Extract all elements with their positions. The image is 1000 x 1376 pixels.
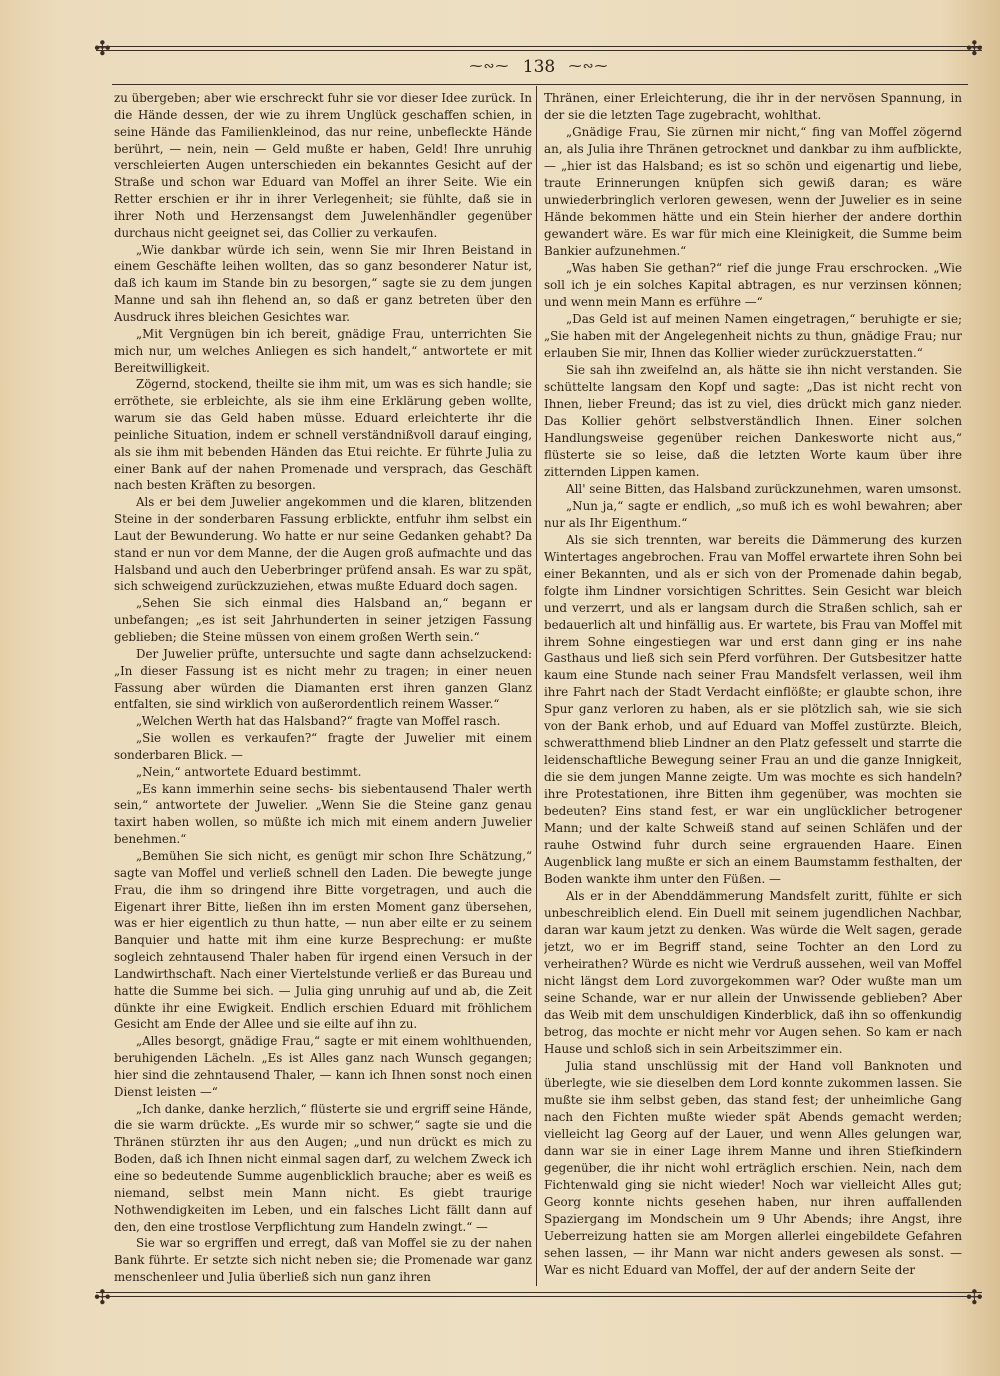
paragraph: „Sehen Sie sich einmal dies Halsband an,“ begann er unbefangen; „es ist seit Jahrhunderten in seiner jetzigen Fassung geblieben; die Steine müssen von einem großen Werth sein.“	[114, 596, 532, 644]
page-number: 138	[522, 56, 556, 77]
corner-ornament-icon: ✣	[94, 1285, 111, 1309]
corner-ornament-icon: ✣	[966, 36, 983, 60]
paragraph: „Wie dankbar würde ich sein, wenn Sie mir Ihren Beistand in einem Geschäfte leihen wollten, das so ganz besonderer Natur ist, daß ich kaum im Stande bin zu besorgen,“ sagte sie zu dem jungen Manne und sah ihn flehend an, so daß er ganz betreten über den Ausdruck ihres bleichen Gesichtes war.	[114, 242, 532, 324]
paragraph: Der Juwelier prüfte, untersuchte und sagte dann achselzuckend: „In dieser Fassung ist es nicht mehr zu tragen; in einer neuen Fassung aber würden die Diamanten erst ihren ganzen Glanz entfalten, sie sind wirklich von außerordentlich reinem Wasser.“	[114, 646, 532, 712]
header-flourish-left: ⁓∾⁓	[469, 59, 510, 74]
page-header	[96, 56, 982, 80]
paragraph: Als er bei dem Juwelier angekommen und die klaren, blitzenden Steine in der sonderbaren Fassung erblickte, entfuhr ihm selbst ein Laut der Bewunderung. Wo hatte er nur seine Gedanken gehabt? Da stand er nun vor dem Manne, der die Augen groß aufmachte und das Halsband und auch den Ueberbringer prüfend ansah. Es war zu spät, sich schweigend zurückzuziehen, etwas mußte Eduard doch sagen.	[114, 495, 532, 594]
paragraph: Als er in der Abenddämmerung Mandsfelt zuritt, fühlte er sich unbeschreiblich elend. Ein Duell mit seinem jugendlichen Nachbar, daran war kaum jetzt zu denken. Was würde die Welt sagen, gerade jetzt, wo er im Begriff stand, seine Tochter an den Lord zu verheirathen? Würde es nicht wie Verdruß aussehen, weil van Moffel nicht längst dem Lord zuvorgekommen war? Oder wußte man um seine Schande, war er nur allein der Unwissende geblieben? Aber das Weib mit dem unschuldigen Kinderblick, daß ihn so offenkundig betrog, das mochte er nicht mehr vor Augen sehen. So kam er nach Hause und schloß sich in sein Arbeitszimmer ein.	[544, 889, 962, 1057]
paragraph: „Nun ja,“ sagte er endlich, „so muß ich es wohl bewahren; aber nur als Ihr Eigenthum.“	[544, 498, 962, 530]
paragraph: Sie sah ihn zweifelnd an, als hätte sie ihn nicht verstanden. Sie schüttelte langsam den Kopf und sagte: „Das ist nicht recht von Ihnen, lieber Freund; das ist zu viel, dies drückt mich ganz nieder. Das Kollier gehört selbstverständlich Ihnen. Einer solchen Handlungsweise gegenüber reichen Dankesworte nicht aus,“ flüsterte sie so leise, daß die letzten Worte kaum über ihre zitternden Lippen kamen.	[544, 362, 962, 479]
paragraph: „Das Geld ist auf meinen Namen eingetragen,“ beruhigte er sie; „Sie haben mit der Angelegenheit nichts zu thun, gnädige Frau; nur erlauben Sie mir, Ihnen das Kollier wieder zurückzuerstatten.“	[544, 311, 962, 360]
paragraph: „Bemühen Sie sich nicht, es genügt mir schon Ihre Schätzung,“ sagte van Moffel und verließ schnell den Laden. Die bewegte junge Frau, die ihm so dringend ihre Bitte vorgetragen, und auch die Eigenart ihrer Bitte, ließen ihn im ersten Moment ganz übersehen, was er hier eigentlich zu thun hatte, — nun aber eilte er zu seinem Banquier und hatte mit ihm eine kurze Besprechung: er mußte sogleich zehntausend Thaler haben für irgend einen Versuch in der Landwirthschaft. Nach einer Viertelstunde verließ er das Bureau und hatte die Summe bei sich. — Julia ging unruhig auf und ab, die Zeit dünkte ihr eine Ewigkeit. Endlich erschien Eduard mit fröhlichem Gesicht am Ende der Allee und sie eilte auf ihn zu.	[114, 848, 532, 1032]
left-column	[114, 90, 532, 1286]
paragraph: Julia stand unschlüssig mit der Hand voll Banknoten und überlegte, wie sie dieselben dem Lord konnte zukommen lassen. Sie mußte sie ihm selbst geben, das stand fest; der unheimliche Gang nach den Fichten mußte wieder spät Abends gemacht werden; vielleicht lag Georg auf der Lauer, und wenn Alles gelungen war, dann war sie in einer Lage ihrem Manne und ihren Stiefkindern gegenüber, die ihr nicht wohl erträglich erschien. Nein, nach dem Fichtenwald ging sie nicht wieder! Noch war vielleicht Alles gut; Georg konnte nichts gesehen haben, nur ihren auffallenden Spaziergang im Mondschein um 9 Uhr Abends; ihre Angst, ihre Ueberreizung hatten sie am Morgen allerlei eingebildete Gefahren sehen lassen, — ihr Mann war nicht anders gewesen als sonst. — War es nicht Eduard van Moffel, der auf der andern Seite der	[544, 1059, 962, 1277]
corner-ornament-icon: ✣	[966, 1285, 983, 1309]
paragraph: „Gnädige Frau, Sie zürnen mir nicht,“ fing van Moffel zögernd an, als Julia ihre Thränen getrocknet und dankbar zu ihm aufblickte, — „hier ist das Halsband; es ist so schön und eigenartig und liebe, traute Erinnerungen knüpfen sich gewiß daran; es wäre unwiederbringlich verloren gewesen, wenn der Juwelier es in seine Hände bekommen hätte und ein Stein hierher der andere dorthin gewandert wäre. Es war für mich eine Kleinigkeit, die Summe beim Bankier aufzunehmen.“	[544, 124, 962, 258]
paragraph: Thränen, einer Erleichterung, die ihr in der nervösen Spannung, in der sie die letzten Tage zugebracht, wohlthat.	[544, 91, 962, 122]
bottom-frame-rule	[96, 1296, 982, 1297]
paragraph: „Es kann immerhin seine sechs- bis siebentausend Thaler werth sein,“ antwortete der Juwelier. „Wenn Sie die Steine ganz genau taxirt haben wollen, so müßte ich mich mit einem andern Juwelier benehmen.“	[114, 781, 532, 847]
paragraph: „Was haben Sie gethan?“ rief die junge Frau erschrocken. „Wie soll ich je ein solches Kapital abtragen, es nur verzinsen können; und wenn mein Mann es erführe —“	[544, 260, 962, 309]
right-column	[544, 90, 962, 1286]
top-frame-rule	[96, 46, 982, 47]
paragraph: Zögernd, stockend, theilte sie ihm mit, um was es sich handle; sie erröthete, sie erbleichte, als sie ihm eine Erklärung geben wollte, warum sie das Geld haben müsse. Eduard erleichterte ihr die peinliche Situation, indem er schnell verständnißvoll darauf einging, als sie ihm mit bebenden Händen das Etui reichte. Er führte Julia zu einer Bank auf der nahen Promenade und versprach, das Geschäft nach besten Kräften zu besorgen.	[114, 377, 532, 493]
paragraph: Sie war so ergriffen und erregt, daß van Moffel sie zu der nahen Bank führte. Er setzte sich nicht neben sie; die Promenade war ganz menschenleer und Julia überließ sich nun ganz ihren	[114, 1236, 532, 1285]
paragraph: Als sie sich trennten, war bereits die Dämmerung des kurzen Wintertages angebrochen. Frau van Moffel erwartete ihren Sohn bei einer Bekannten, und als er sich von der Promenade dahin begab, folgte ihm Lindner vorsichtigen Schrittes. Sein Gesicht war bleich und verzerrt, und als er langsam durch die Straßen schlich, sah er bedauerlich alt und hinfällig aus. Er wartete, bis Frau van Moffel mit ihrem Sohne eingestiegen war und erst dann ging er ins nahe Gasthaus und ließ sich sein Pferd vorführen. Der Gutsbesitzer hatte kaum eine Stunde nach seiner Frau Mandsfelt verlassen, weil ihm ihre Fahrt nach der Stadt Verdacht einflößte; er glaubte schon, ihre Spur ganz verloren zu haben, als er sie plötzlich sah, wie sie sich von der Bank erhob, und auf Eduard van Moffel zustürzte. Bleich, schweratthmend blieb Lindner an den Platz gefesselt und starrte die leidenschaftliche Bewegung seiner Frau an und die ganze Innigkeit, die sie dem jungen Manne zeigte. Um was mochte es sich handeln? ihre Protestationen, ihre Bitten ihm gegenüber, was mochten sie bedeuten? Eins stand fest, er war ein unglücklicher betrogener Mann; und der kalte Schweiß stand auf seinen Schläfen und der rauhe Ostwind fuhr durch seine ergrauenden Haare. Einen Augenblick lang mußte er sich an einem Baumstamm festhalten, der Boden wankte ihm unter den Füßen. —	[544, 532, 962, 887]
paragraph: All' seine Bitten, das Halsband zurückzunehmen, waren umsonst.	[566, 481, 962, 496]
corner-ornament-icon: ✣	[94, 36, 111, 60]
paragraph: zu übergeben; aber wie erschreckt fuhr sie vor dieser Idee zurück. In die Hände dessen, der wie zu ihrem Unglück geschaffen schien, in seine Hände das Familienkleinod, das nur reine, unbefleckte Hände berührt, — nein, nein — Geld mußte er haben, Geld! Ihre unruhig verschleierten Augen unterschieden ein bekanntes Gesicht auf der Straße und schon war Eduard van Moffel an ihrer Seite. Wie ein Retter erschien er ihr in ihrer Verlegenheit; sie fühlte, daß sie in ihrer Noth und Herzensangst dem Juwelenhändler gegenüber durchaus nicht geeignet sei, das Collier zu verkaufen.	[114, 91, 532, 240]
paragraph: „Ich danke, danke herzlich,“ flüsterte sie und ergriff seine Hände, die sie warm drückte. „Es wurde mir so schwer,“ sagte sie und die Thränen stürzten ihr aus den Augen; „und nun drückt es mich zu Boden, daß ich Ihnen nicht einmal sagen darf, zu welchem Zweck ich eine so bedeutende Summe augenblicklich brauche; aber es weiß es niemand, selbst mein Mann nicht. Es giebt traurige Nothwendigkeiten im Leben, und ein falsches Licht fällt dann auf den, den eine trostlose Verpflichtung zum Handeln zwingt.“ —	[114, 1101, 532, 1234]
header-rule	[112, 84, 968, 85]
column-divider	[536, 86, 537, 1286]
header-flourish-right: ⁓∾⁓	[568, 59, 609, 74]
paragraph: „Sie wollen es verkaufen?“ fragte der Juwelier mit einem sonderbaren Blick. —	[114, 731, 532, 762]
paragraph: „Mit Vergnügen bin ich bereit, gnädige Frau, unterrichten Sie mich nur, um welches Anliegen es sich handelt,“ antwortete er mit Bereitwilligkeit.	[114, 326, 532, 375]
paragraph: „Nein,“ antwortete Eduard bestimmt.	[136, 764, 362, 779]
paragraph: „Welchen Werth hat das Halsband?“ fragte van Moffel rasch.	[136, 714, 501, 729]
paragraph: „Alles besorgt, gnädige Frau,“ sagte er mit einem wohlthuenden, beruhigenden Lächeln. „Es ist Alles ganz nach Wunsch gegangen; hier sind die zehntausend Thaler, — kann ich Ihnen sonst noch einen Dienst leisten —“	[114, 1034, 532, 1099]
